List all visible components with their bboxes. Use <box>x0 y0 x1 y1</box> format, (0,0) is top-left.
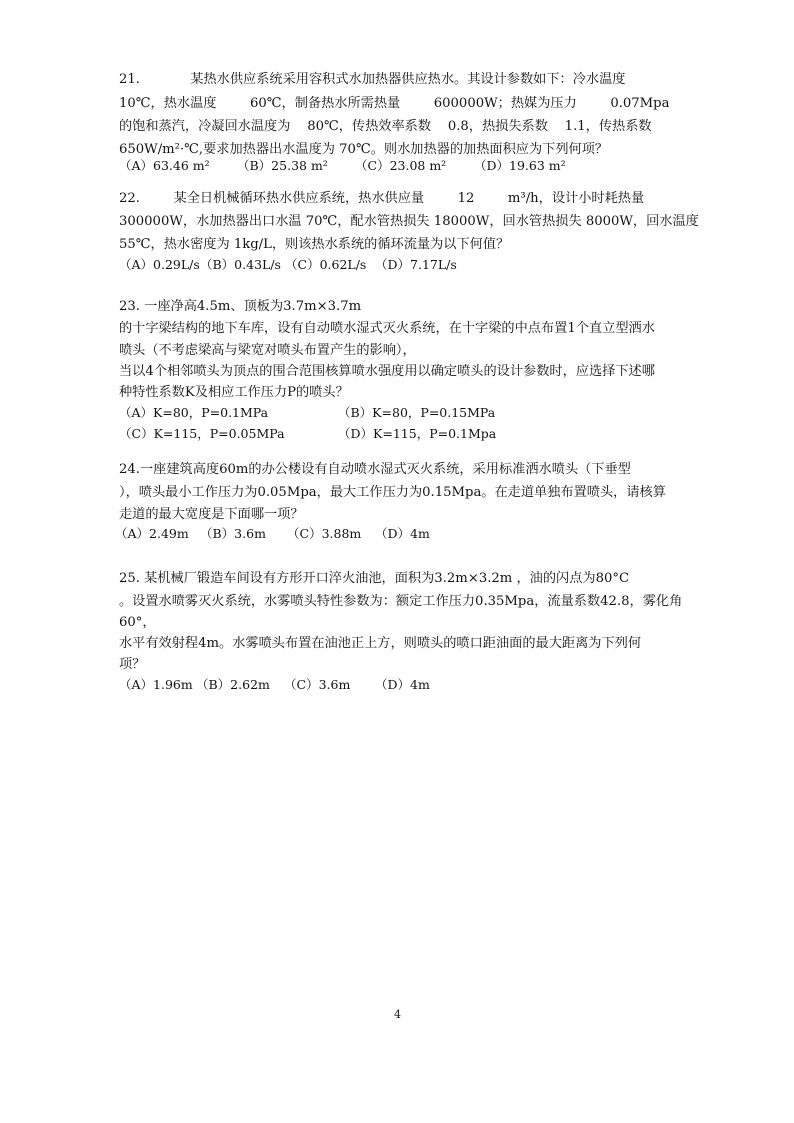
question-24-option-c: （C）3.88m <box>287 526 362 541</box>
question-23-option-b: （B）K=80，P=0.15MPa <box>338 405 496 420</box>
question-22-option-b: （B）0.43L/s <box>200 257 281 272</box>
question-21-option-d: （D）19.63 m² <box>474 158 566 173</box>
page-number: 4 <box>394 1008 401 1021</box>
question-22-option-c: （C）0.62L/s <box>285 257 367 272</box>
question-22-line-1: 22. 某全日机械循环热水供应系统，热水供应量 12 m³/h，设计小时耗热量 <box>119 191 645 206</box>
question-21-line-4: 650W/m²·℃,要求加热器出水温度为 70℃。则水加热器的加热面积应为下列何项？ <box>119 142 609 157</box>
question-25-option-b: （B）2.62m <box>196 677 270 692</box>
question-23-line-3: 喷头（不考虑梁高与梁宽对喷头布置产生的影响）， <box>119 343 416 358</box>
question-22-line-3: 55℃，热水密度为 1kg/L，则该热水系统的循环流量为以下何值？ <box>119 237 510 252</box>
question-21-line-3: 的饱和蒸汽，冷凝回水温度为 80℃，传热效率系数 0.8，热损失系数 1.1，传热系数 <box>119 119 652 134</box>
question-24-line-1: 24.一座建筑高度60m的办公楼设有自动喷水湿式灭火系统，采用标准洒水喷头（下垂型 <box>119 462 631 477</box>
question-25-option-c: （C）3.6m <box>284 677 351 692</box>
question-22-option-a: （A）0.29L/s <box>119 257 200 272</box>
question-23-option-d: （D）K=115，P=0.1Mpa <box>338 426 497 441</box>
question-21-line-2: 10℃，热水温度 60℃，制备热水所需热量 600000W；热媒为压力 0.07Mpa <box>119 96 670 111</box>
question-24-option-a: （A）2.49m <box>115 526 189 541</box>
question-24-option-d: （D）4m <box>375 526 430 541</box>
question-24-option-b: （B）3.6m <box>200 526 266 541</box>
question-21-option-c: （C）23.08 m² <box>355 158 447 173</box>
question-25-line-2: 。设置水喷雾灭火系统，水雾喷头特性参数为：额定工作压力0.35Mpa，流量系数42.8，雾化角 <box>119 594 683 609</box>
question-25-line-4: 水平有效射程4m。水雾喷头布置在油池正上方，则喷头的喷口距油面的最大距离为下列何 <box>119 636 642 651</box>
question-22-line-2: 300000W，水加热器出口水温 70℃，配水管热损失 18000W，回水管热损失 8000W，回水温度 <box>119 214 699 229</box>
question-23-option-c: （C）K=115，P=0.05MPa <box>119 426 285 441</box>
question-25-line-1: 25. 某机械厂锻造车间设有方形开口淬火油池，面积为3.2m×3.2m ，油的闪点为80°C <box>119 571 630 586</box>
question-21-option-b: （B）25.38 m² <box>237 158 328 173</box>
question-23-option-a: （A）K=80，P=0.1MPa <box>119 405 269 420</box>
question-21-line-1: 21. 某热水供应系统采用容积式水加热器供应热水。其设计参数如下：冷水温度 <box>119 72 626 87</box>
question-25-option-a: （A）1.96m <box>119 677 193 692</box>
question-23-line-5: 种特性系数K及相应工作压力P的喷头？ <box>119 385 349 400</box>
question-21-option-a: （A）63.46 m² <box>119 158 210 173</box>
question-25-line-3: 60°， <box>119 615 156 630</box>
question-24-line-2: ），喷头最小工作压力为0.05Mpa，最大工作压力为0.15Mpa。在走道单独布置喷头，请核算 <box>119 485 666 500</box>
question-25-line-5: 项？ <box>119 657 146 672</box>
question-23-line-1: 23. 一座净高4.5m、顶板为3.7m×3.7m <box>119 299 362 314</box>
question-25-option-d: （D）4m <box>375 677 430 692</box>
question-22-option-d: （D）7.17L/s <box>375 257 457 272</box>
question-23-line-4: 当以4个相邻喷头为顶点的围合范围核算喷水强度用以确定喷头的设计参数时，应选择下述哪 <box>119 364 655 379</box>
question-24-line-3: 走道的最大宽度是下面哪一项？ <box>119 507 304 522</box>
question-23-line-2: 的十字梁结构的地下车库，设有自动喷水湿式灭火系统，在十字梁的中点布置1个直立型洒水 <box>119 321 655 336</box>
